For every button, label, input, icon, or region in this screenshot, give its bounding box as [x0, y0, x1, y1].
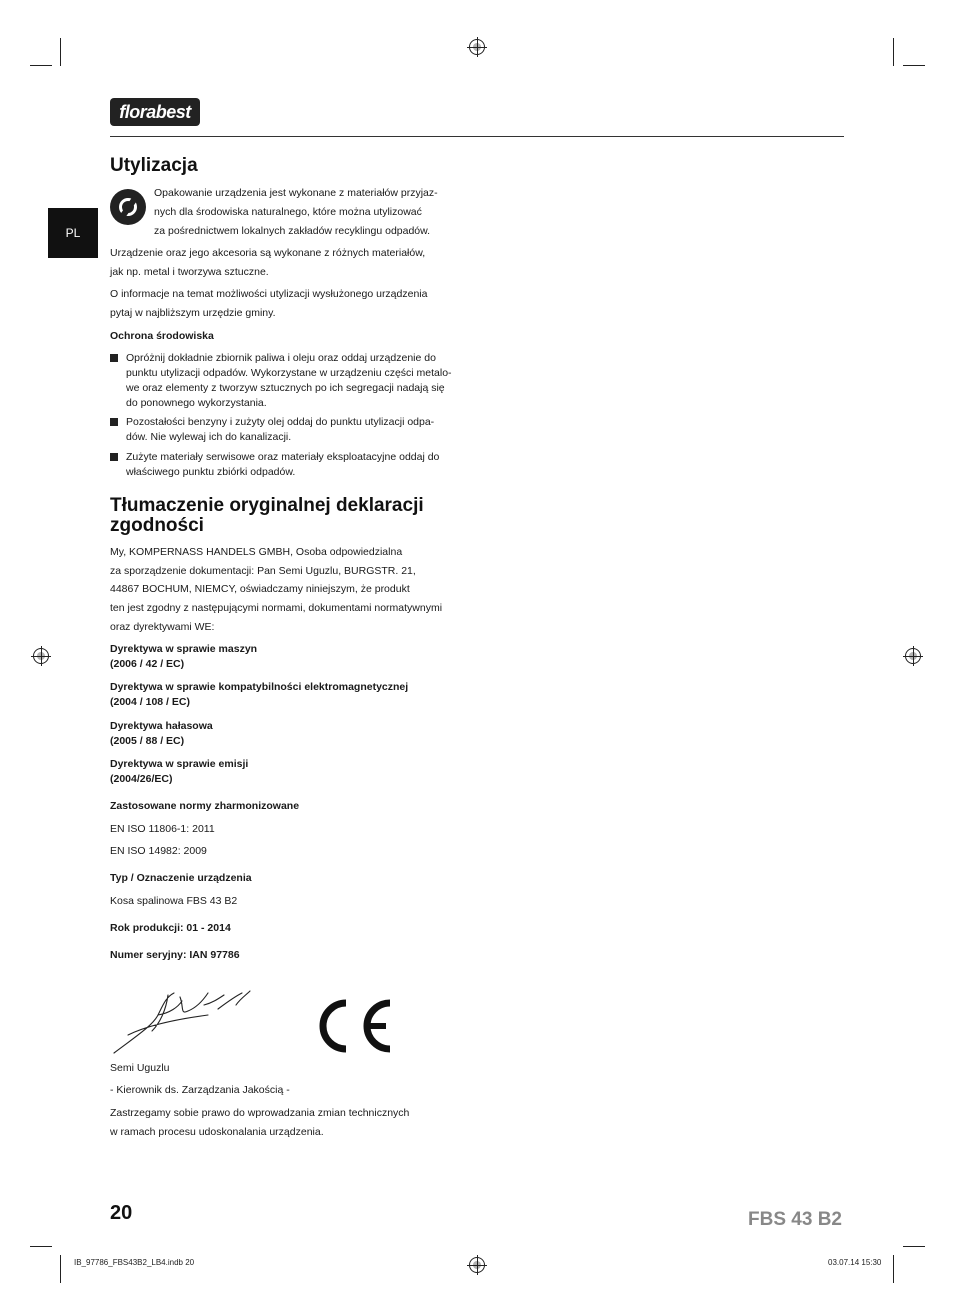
- directive-name: Dyrektywa w sprawie kompatybilności elektromagnetycznej: [110, 681, 409, 693]
- registration-mark-icon: [905, 648, 921, 664]
- subheading-environment: Ochrona środowiska: [110, 330, 214, 342]
- registration-mark-icon: [469, 1257, 485, 1273]
- recycle-icon: [110, 189, 146, 225]
- directive-code: (2004/26/EC): [110, 773, 173, 785]
- crop-mark: [893, 38, 894, 66]
- crop-mark: [60, 1255, 61, 1283]
- footer-date: 03.07.14 15:30: [828, 1258, 882, 1267]
- registration-mark-icon: [469, 39, 485, 55]
- signature-icon: [108, 985, 258, 1057]
- bullet-icon: [110, 354, 118, 362]
- intro-line: Opakowanie urządzenia jest wykonane z materiałów przyjaz-: [154, 187, 438, 199]
- crop-mark: [903, 65, 925, 66]
- directive-code: (2005 / 88 / EC): [110, 735, 185, 747]
- closing-line: Zastrzegamy sobie prawo do wprowadzania zmian technicznych: [110, 1107, 410, 1119]
- directive-name: Dyrektywa hałasowa: [110, 720, 213, 732]
- type-value: Kosa spalinowa FBS 43 B2: [110, 895, 238, 907]
- paragraph-line: pytaj w najbliższym urzędzie gminy.: [110, 307, 276, 319]
- paragraph-line: 44867 BOCHUM, NIEMCY, oświadczamy niniejszym, że produkt: [110, 583, 410, 595]
- norm-item: EN ISO 14982: 2009: [110, 845, 207, 857]
- registration-mark-icon: [33, 648, 49, 664]
- crop-mark: [893, 1255, 894, 1283]
- paragraph-line: jak np. metal i tworzywa sztuczne.: [110, 266, 269, 278]
- section-title-declaration-cont: zgodności: [110, 515, 204, 536]
- norm-item: EN ISO 11806-1: 2011: [110, 823, 215, 835]
- norms-heading: Zastosowane normy zharmonizowane: [110, 800, 300, 812]
- section-title-declaration: Tłumaczenie oryginalnej deklaracji: [110, 495, 424, 516]
- intro-line: nych dla środowiska naturalnego, które można utylizować: [154, 206, 422, 218]
- paragraph-line: O informacje na temat możliwości utylizacji wysłużonego urządzenia: [110, 288, 428, 300]
- crop-mark: [60, 38, 61, 66]
- signer-name: Semi Uguzlu: [110, 1062, 170, 1074]
- type-heading: Typ / Oznaczenie urządzenia: [110, 872, 252, 884]
- directive-code: (2006 / 42 / EC): [110, 658, 185, 670]
- intro-line: za pośrednictwem lokalnych zakładów recyklingu odpadów.: [154, 225, 431, 237]
- paragraph-line: oraz dyrektywami WE:: [110, 621, 215, 633]
- language-tab: PL: [48, 208, 98, 258]
- section-title-disposal: Utylizacja: [110, 155, 198, 176]
- page-number: 20: [110, 1202, 133, 1224]
- paragraph-line: ten jest zgodny z następującymi normami, dokumentami normatywnymi: [110, 602, 443, 614]
- model-name: FBS 43 B2: [748, 1209, 842, 1230]
- bullet-icon: [110, 453, 118, 461]
- paragraph-line: za sporządzenie dokumentacji: Pan Semi Uguzlu, BURGSTR. 21,: [110, 565, 416, 577]
- brand-logo: florabest: [110, 98, 200, 126]
- directive-code: (2004 / 108 / EC): [110, 696, 190, 708]
- crop-mark: [30, 65, 52, 66]
- paragraph-line: Urządzenie oraz jego akcesoria są wykonane z różnych materiałów,: [110, 247, 426, 259]
- closing-line: w ramach procesu udoskonalania urządzenia.: [110, 1126, 324, 1138]
- directive-name: Dyrektywa w sprawie maszyn: [110, 643, 258, 655]
- footer-file: IB_97786_FBS43B2_LB4.indb 20: [74, 1258, 195, 1267]
- signer-role: - Kierownik ds. Zarządzania Jakością -: [110, 1084, 290, 1096]
- production-year: Rok produkcji: 01 - 2014: [110, 922, 231, 934]
- paragraph-line: My, KOMPERNASS HANDELS GMBH, Osoba odpowiedzialna: [110, 546, 403, 558]
- ce-mark-icon: [312, 997, 394, 1055]
- crop-mark: [30, 1246, 52, 1247]
- directive-name: Dyrektywa w sprawie emisji: [110, 758, 249, 770]
- serial-number: Numer seryjny: IAN 97786: [110, 949, 240, 961]
- header-divider: [110, 136, 844, 137]
- crop-mark: [903, 1246, 925, 1247]
- bullet-icon: [110, 418, 118, 426]
